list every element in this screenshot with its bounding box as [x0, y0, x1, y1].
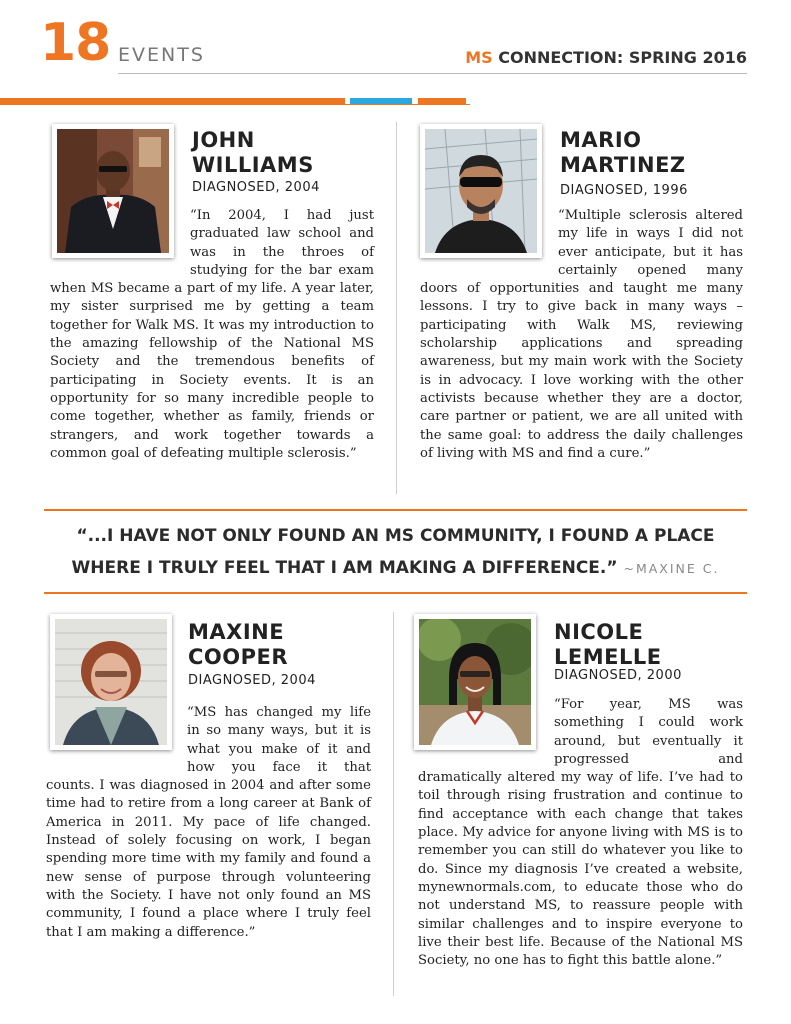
- page-number: 18: [40, 13, 111, 73]
- profile-name-john-williams: JOHN WILLIAMS: [192, 128, 314, 177]
- profile-diagnosed-maxine-cooper: DIAGNOSED, 2004: [188, 673, 316, 688]
- profile-diagnosed-nicole-lemelle: DIAGNOSED, 2000: [554, 668, 682, 683]
- profile-name-maxine-cooper: MAXINE COOPER: [188, 620, 289, 669]
- pull-quote-attribution: ~MAXINE C.: [623, 561, 720, 576]
- accent-stripe-line: [0, 104, 470, 105]
- profile-quote-john-williams: “In 2004, I had just graduated law school and was in the throes of studying for the bar exam when MS became a part of my life. A year later, my sister surprised me by getting a team together for Walk MS. It was my introduction to the amazing fellowship of the National MS Society and the tremendous benefits of participating in Society events. It is an opportunity for so many incredible people to come together, whether as family, friends or strangers, and work together towards a common goal of defeating multiple sclerosis.”: [50, 208, 374, 461]
- column-divider-bottom: [393, 612, 394, 996]
- issue-name: CONNECTION: SPRING 2016: [492, 48, 747, 67]
- header-rule: [118, 73, 747, 74]
- pull-quote-text: “...I HAVE NOT ONLY FOUND AN MS COMMUNITY, I FOUND A PLACE WHERE I TRULY FEEL THAT I AM MAKING A DIFFERENCE.”: [71, 526, 715, 578]
- profile-name-nicole-lemelle: NICOLE LEMELLE: [554, 620, 662, 669]
- profile-quote-mario-martinez: “Multiple sclerosis altered my life in ways I did not ever anticipate, but it has certainly opened many doors of opportunities and taught me many lessons. I try to give back in many ways – participating with Walk MS, reviewing scholarship applications and spreading awareness, but my main work with the Society is in advocacy. I love working with the other activists because whether they are a doctor, care partner or patient, we are all united with the same goal: to address the daily challenges of living with MS and find a cure.”: [420, 208, 743, 461]
- profile-name-mario-martinez: MARIO MARTINEZ: [560, 128, 686, 177]
- pull-quote: [44, 520, 747, 585]
- profile-quote-nicole-lemelle: “For year, MS was something I could work around, but eventually it progressed and dramatically altered my way of life. I’ve had to toil through rising frustration and continue to find acceptance with each change that takes place. My advice for anyone living with MS is to remember you can still do whatever you like to do. Since my diagnosis I’ve created a website, mynewnormals.com, to educate those who do not understand MS, to reassure people with similar challenges and to inspire everyone to live their best life. Because of the National MS Society, no one has to fight this battle alone.”: [418, 697, 743, 969]
- pull-quote-rule-bottom: [44, 592, 747, 594]
- profile-diagnosed-john-williams: DIAGNOSED, 2004: [192, 180, 320, 195]
- profile-quote-maxine-cooper: “MS has changed my life in so many ways, but it is what you make of it and how you face it that counts. I was diagnosed in 2004 and after some time had to retire from a long career at Bank of America in 2011. My pace of life changed. Instead of solely focusing on work, I began spending more time with my family and found a new sense of purpose through volunteering with the Society. I have not only found an MS community, I found a place where I truly feel that I am making a difference.”: [46, 705, 371, 940]
- pull-quote-rule-top: [44, 509, 747, 511]
- section-label: EVENTS: [118, 44, 205, 66]
- profile-diagnosed-mario-martinez: DIAGNOSED, 1996: [560, 183, 688, 198]
- column-divider-top: [396, 122, 397, 494]
- issue-brand: MS: [465, 48, 493, 67]
- issue-title: [465, 48, 747, 67]
